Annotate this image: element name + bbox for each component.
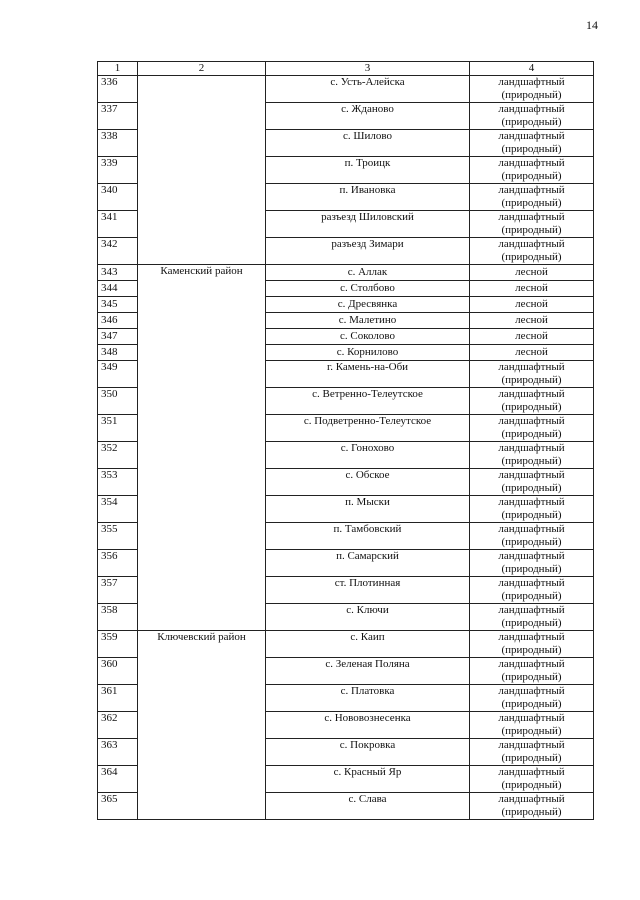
settlement-cell: с. Жданово [266, 103, 470, 130]
type-cell: ландшафтный (природный) [470, 130, 594, 157]
type-cell: лесной [470, 297, 594, 313]
settlement-cell: п. Троицк [266, 157, 470, 184]
row-number: 344 [98, 281, 138, 297]
row-number: 347 [98, 329, 138, 345]
settlement-cell: с. Красный Яр [266, 766, 470, 793]
row-number: 362 [98, 712, 138, 739]
type-cell: лесной [470, 313, 594, 329]
row-number: 336 [98, 76, 138, 103]
row-number: 341 [98, 211, 138, 238]
row-number: 364 [98, 766, 138, 793]
row-number: 338 [98, 130, 138, 157]
type-cell: ландшафтный (природный) [470, 523, 594, 550]
type-cell: лесной [470, 265, 594, 281]
row-number: 352 [98, 442, 138, 469]
header-cell-1: 1 [98, 62, 138, 76]
settlement-cell: с. Ключи [266, 604, 470, 631]
row-number: 351 [98, 415, 138, 442]
header-row [98, 62, 594, 76]
row-number: 345 [98, 297, 138, 313]
type-cell: ландшафтный (природный) [470, 793, 594, 820]
type-cell: ландшафтный (природный) [470, 550, 594, 577]
settlement-cell: с. Платовка [266, 685, 470, 712]
settlement-cell: разъезд Шиловский [266, 211, 470, 238]
settlement-cell: с. Слава [266, 793, 470, 820]
row-number: 356 [98, 550, 138, 577]
row-number: 342 [98, 238, 138, 265]
row-number: 350 [98, 388, 138, 415]
row-number: 346 [98, 313, 138, 329]
row-number: 359 [98, 631, 138, 658]
settlement-cell: с. Малетино [266, 313, 470, 329]
type-cell: ландшафтный (природный) [470, 103, 594, 130]
settlement-cell: с. Усть-Алейска [266, 76, 470, 103]
type-cell: ландшафтный (природный) [470, 361, 594, 388]
row-number: 349 [98, 361, 138, 388]
row-number: 348 [98, 345, 138, 361]
type-cell: ландшафтный (природный) [470, 76, 594, 103]
settlement-cell: п. Ивановка [266, 184, 470, 211]
table-body [98, 76, 594, 820]
row-number: 357 [98, 577, 138, 604]
settlement-cell: с. Корнилово [266, 345, 470, 361]
type-cell: ландшафтный (природный) [470, 658, 594, 685]
type-cell: ландшафтный (природный) [470, 415, 594, 442]
type-cell: ландшафтный (природный) [470, 184, 594, 211]
header-cell-4: 4 [470, 62, 594, 76]
row-number: 358 [98, 604, 138, 631]
row-number: 363 [98, 739, 138, 766]
type-cell: ландшафтный (природный) [470, 604, 594, 631]
type-cell: ландшафтный (природный) [470, 238, 594, 265]
type-cell: лесной [470, 345, 594, 361]
district-cell: Ключевский район [138, 631, 266, 820]
table-row [98, 631, 594, 658]
type-cell: ландшафтный (природный) [470, 766, 594, 793]
row-number: 339 [98, 157, 138, 184]
row-number: 361 [98, 685, 138, 712]
settlement-cell: с. Нововознесенка [266, 712, 470, 739]
settlements-table [97, 61, 594, 820]
table-row [98, 265, 594, 281]
table-row [98, 76, 594, 103]
type-cell: ландшафтный (природный) [470, 712, 594, 739]
settlement-cell: п. Самарский [266, 550, 470, 577]
row-number: 343 [98, 265, 138, 281]
settlement-cell: с. Покровка [266, 739, 470, 766]
header-cell-2: 2 [138, 62, 266, 76]
type-cell: лесной [470, 329, 594, 345]
settlement-cell: с. Зеленая Поляна [266, 658, 470, 685]
type-cell: ландшафтный (природный) [470, 577, 594, 604]
type-cell: ландшафтный (природный) [470, 739, 594, 766]
type-cell: ландшафтный (природный) [470, 442, 594, 469]
settlement-cell: с. Гонохово [266, 442, 470, 469]
row-number: 354 [98, 496, 138, 523]
settlement-cell: разъезд Зимари [266, 238, 470, 265]
district-cell [138, 76, 266, 265]
settlement-cell: ст. Плотинная [266, 577, 470, 604]
header-cell-3: 3 [266, 62, 470, 76]
type-cell: ландшафтный (природный) [470, 469, 594, 496]
row-number: 360 [98, 658, 138, 685]
settlement-cell: с. Ветренно-Телеутское [266, 388, 470, 415]
settlement-cell: с. Шилово [266, 130, 470, 157]
type-cell: лесной [470, 281, 594, 297]
district-cell: Каменский район [138, 265, 266, 631]
page-number: 14 [586, 18, 598, 32]
settlement-cell: с. Столбово [266, 281, 470, 297]
type-cell: ландшафтный (природный) [470, 388, 594, 415]
settlement-cell: с. Подветренно-Телеутское [266, 415, 470, 442]
settlement-cell: с. Аллак [266, 265, 470, 281]
type-cell: ландшафтный (природный) [470, 685, 594, 712]
type-cell: ландшафтный (природный) [470, 211, 594, 238]
settlement-cell: с. Соколово [266, 329, 470, 345]
row-number: 355 [98, 523, 138, 550]
settlement-cell: п. Тамбовский [266, 523, 470, 550]
row-number: 353 [98, 469, 138, 496]
row-number: 365 [98, 793, 138, 820]
row-number: 337 [98, 103, 138, 130]
settlement-cell: с. Дресвянка [266, 297, 470, 313]
settlement-cell: с. Каип [266, 631, 470, 658]
settlement-cell: с. Обское [266, 469, 470, 496]
row-number: 340 [98, 184, 138, 211]
settlement-cell: г. Камень-на-Оби [266, 361, 470, 388]
type-cell: ландшафтный (природный) [470, 496, 594, 523]
type-cell: ландшафтный (природный) [470, 157, 594, 184]
settlement-cell: п. Мыски [266, 496, 470, 523]
type-cell: ландшафтный (природный) [470, 631, 594, 658]
